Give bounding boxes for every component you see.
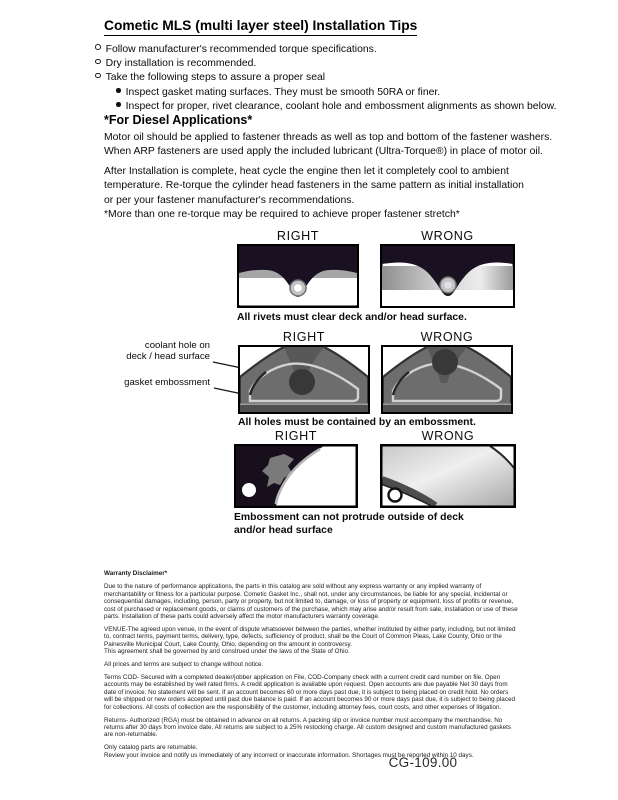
coolant-hole-callout: deck / head surface [126, 351, 210, 362]
page-title: Cometic MLS (multi layer steel) Installation Tips [104, 18, 417, 36]
legal-paragraph: This agreement shall be governed by and construed under the laws of the State of Ohio. [104, 648, 350, 656]
rivets-caption: All rivets must clear deck and/or head surface. [237, 312, 467, 323]
warranty-heading: Warranty Disclaimer* [104, 570, 168, 577]
text-line: When ARP fasteners are used apply the included lubricant (Ultra-Torque®) in place of motor oil. [104, 146, 543, 158]
coolant-right-diagram [238, 345, 370, 414]
list-item-label: Inspect for proper, rivet clearance, coolant hole and embossment alignments as shown below. [125, 100, 557, 112]
legal-paragraph: All prices and terms are subject to change without notice. [104, 661, 264, 669]
open-bullet-icon [95, 73, 101, 79]
list-item [95, 71, 600, 85]
embossment-caption [234, 512, 464, 537]
text-line: or per your fastener manufacturer's recommendations. [104, 194, 355, 206]
diesel-heading: *For Diesel Applications* [104, 113, 253, 127]
right-label-rivets: RIGHT [276, 229, 320, 243]
right-label-holes: RIGHT [282, 330, 326, 344]
diesel-paragraph-2 [104, 165, 524, 208]
open-bullet-icon [95, 44, 101, 50]
list-item-label: Take the following steps to assure a proper seal [105, 72, 326, 84]
wrong-label-holes: WRONG [420, 330, 474, 344]
filled-bullet-icon [116, 88, 121, 93]
embossment-wrong-diagram [380, 444, 516, 508]
retorque-note: *More than one re-torque may be required to achieve proper fastener stretch* [104, 209, 460, 220]
list-item [95, 86, 600, 100]
text-line: temperature. Re-torque the cylinder head fasteners in the same pattern as initial installation [104, 180, 524, 192]
right-label-embossment: RIGHT [274, 429, 318, 443]
coolant-hole [289, 369, 315, 395]
embossment-right-diagram [234, 444, 358, 508]
rivet-right-diagram [237, 244, 359, 308]
legal-paragraph: Terms COD- Secured with a completed dealer/jobber application on File, COD-Company check with a current credit card number on file. Open accounts may be established by well rated firms. A credit application is available upon request. Open accounts are due payable Net 30 days from date of invoice. No statement will be sent. If an account becomes 60 or more days past due, it is subject to being placed on credit hold. No orders will be shipped or new orders accepted until past due balance is paid. If an account becomes 90 or more days past due, it is subject to being placed for collections. All costs of collection are the responsibility of the customer, including attorney fees, court costs, and other expenses of litigation. [104, 673, 515, 711]
list-item [95, 43, 600, 57]
deck-edge-band [383, 405, 511, 412]
coolant-wrong-diagram [381, 345, 513, 414]
rivet-wrong-diagram [380, 244, 515, 308]
list-item [95, 100, 600, 114]
legal-paragraph: Review your invoice and notify us immediately of any incorrect or inaccurate information. Shortages must be reported within 10 days. [104, 751, 474, 759]
holes-caption: All holes must be contained by an embossment. [238, 417, 476, 428]
coolant-hole [432, 349, 458, 375]
wrong-label-rivets: WRONG [421, 229, 474, 243]
list-item-label: Dry installation is recommended. [105, 58, 257, 70]
filled-bullet-icon [116, 102, 121, 107]
diagram-callouts [100, 340, 210, 388]
list-item-label: Inspect gasket mating surfaces. They must be smooth 50RA or finer. [125, 86, 441, 98]
warranty-disclaimer [104, 570, 518, 765]
list-item [95, 57, 600, 71]
diesel-paragraph-1 [104, 131, 552, 160]
legal-paragraph: VENUE-The agreed upon venue, in the event of dispute whatsoever between the parties, whether instituted by either party, including, but not limited to, contract terms, payment terms, delivery, type, defects, sufficiency of product, shall be the Court of Common Pleas, Lake County, Ohio or the Painesville Municipal Court, Lake County, Ohio, depending on the amount in controversy. [104, 625, 516, 648]
open-bullet-icon [95, 59, 101, 65]
bolt-hole [389, 489, 402, 502]
wrong-label-embossment: WRONG [421, 429, 475, 443]
gasket-embossment-callout: gasket embossment [124, 377, 210, 388]
deck-edge-band [240, 405, 368, 412]
text-line: After Installation is complete, heat cycle the engine then let it completely cool to ambient [104, 166, 509, 177]
caption-line: and/or head surface [234, 524, 333, 536]
caption-line: Embossment can not protrude outside of deck [234, 512, 464, 523]
installation-tips-list [95, 43, 600, 114]
text-line: Motor oil should be applied to fastener threads as well as top and bottom of the fastener washers. [104, 132, 553, 143]
legal-paragraph: Only catalog parts are returnable. [104, 744, 198, 752]
bolt-hole [242, 483, 256, 497]
legal-paragraph: Due to the nature of performance applications, the parts in this catalog are sold without any express warranty or any implied warranty of merchantability or fitness for a particular purpose. Cometic Gasket Inc., shall not, under any circumstances, be liable for any special, incidental or consequential damages, including, person, party or property, but not limited to, damage, or loss of property or equipment, loss of profits or revenue, cost of purchased or replacement goods, or claims of customers of the purchase, which may arise and/or result from sale, installation or use of these parts. Installation of these parts could adversely affect the motor manufacturers warranty coverage. [104, 583, 518, 621]
list-item-label: Follow manufacturer's recommended torque specifications. [105, 44, 377, 55]
page-number: CG-109.00 [388, 755, 458, 770]
legal-paragraph: Returns- Authorized (RGA) must be obtained in advance on all returns. A packing slip or invoice number must accompany the merchandise. No returns after 30 days from invoice date. All returns are subject to a 25% restocking charge. All custom designed and custom manufactured gaskets are non-returnable. [104, 716, 512, 739]
coolant-hole-callout: coolant hole on [144, 340, 210, 351]
